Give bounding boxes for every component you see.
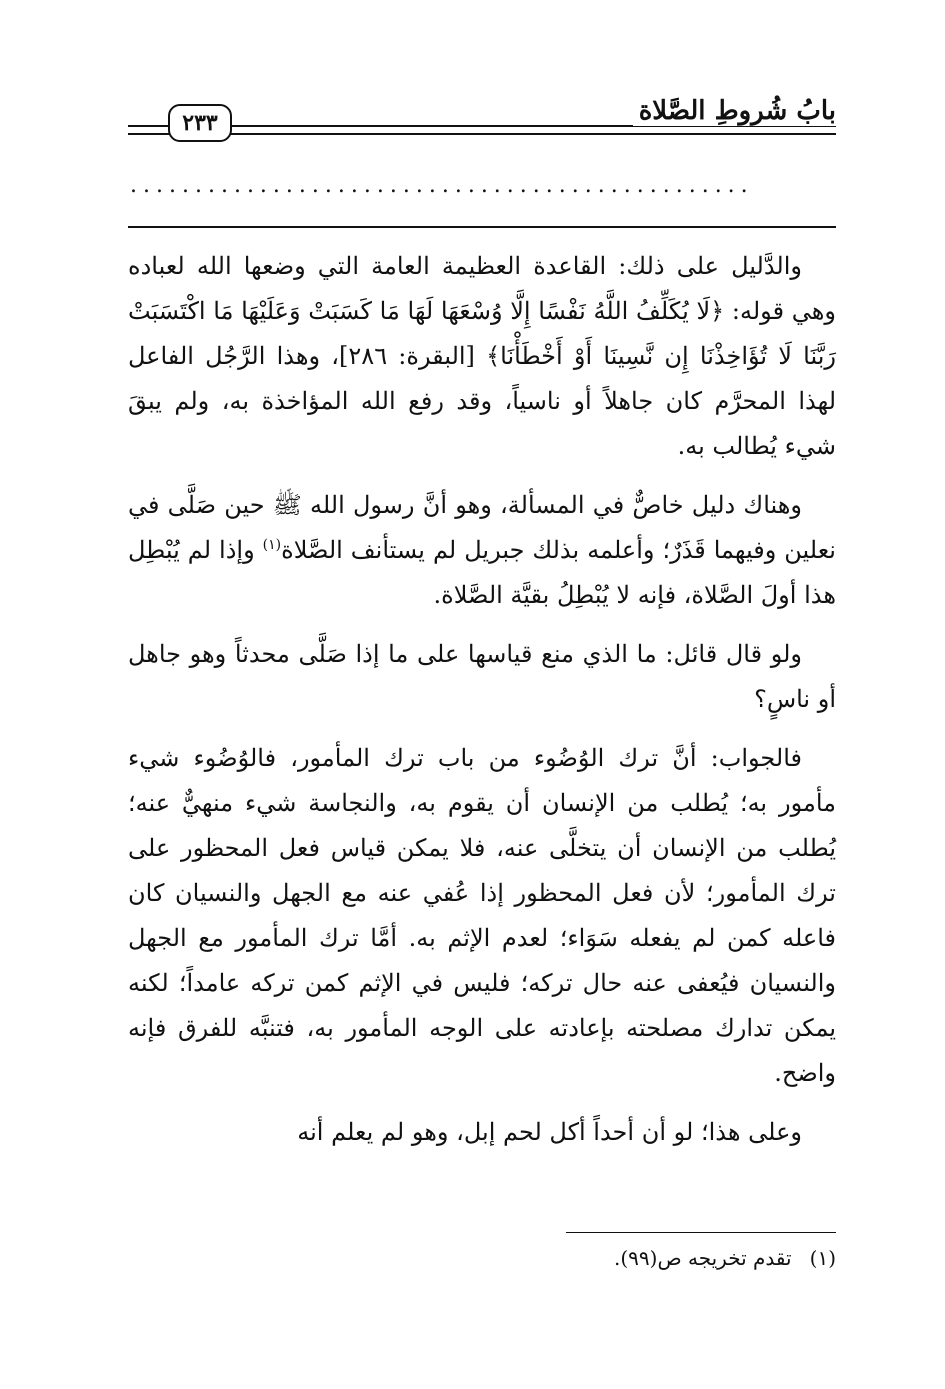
page-header: [128, 96, 836, 146]
footnote: [614, 1244, 836, 1272]
paragraph-3: ولو قال قائل: ما الذي منع قياسها على ما إذا صَلَّى محدثاً وهو جاهل أو ناسٍ؟: [128, 640, 836, 713]
footnote-text: تقدم تخريجه ص(٩٩).: [613, 1246, 792, 1270]
paragraph-2-part-b: وإذا لم يُبْطِل هذا أولَ الصَّلاة، فإنه لا يُبْطِلُ بقيَّة الصَّلاة.: [128, 536, 836, 609]
footnote-reference[interactable]: (١): [262, 537, 282, 553]
main-text: [128, 244, 836, 1155]
paragraph-5: وعلى هذا؛ لو أن أحداً أكل لحم إبل، وهو لم يعلم أنه: [297, 1118, 802, 1146]
header-double-rule: [128, 125, 836, 135]
dotted-separator: ................................................: [130, 174, 754, 198]
paragraph-2: [128, 483, 836, 618]
footnote-number: (١): [809, 1246, 836, 1270]
paragraph-4: فالجواب: أنَّ ترك الوُضُوء من باب ترك المأمور، فالوُضُوء شيء مأمور به؛ يُطلب من الإنسان أن يقوم به، والنجاسة شيء منهيٌّ عنه؛ يُطلب من الإنسان أن يتخلَّى عنه، فلا يمكن قياس فعل المحظور على ترك المأمور؛ لأن فعل المحظور إذا عُفي عنه مع الجهل والنسيان كان فاعله كمن لم يفعله سَوَاء؛ لعدم الإثم به. أمَّا ترك المأمور مع الجهل والنسيان فيُعفى عنه حال تركه؛ فليس في الإثم كمن تركه عامداً؛ لكنه يمكن تدارك مصلحته بإعادته على الوجه المأمور به، فتنبَّه للفرق فإنه واضح.: [128, 744, 836, 1087]
paragraph-2-part-a: وهناك دليل خاصٌّ في المسألة، وهو أنَّ رسول الله ﷺ حين صَلَّى في نعلين وفيهما قَذَرٌ؛ وأعلمه بذلك جبريل لم يستأنف الصَّلاة: [128, 491, 836, 564]
paragraph-1: والدَّليل على ذلك: القاعدة العظيمة العامة التي وضعها الله لعباده وهي قوله: ﴿لَا يُكَلِّفُ اللَّهُ نَفْسًا إِلَّا وُسْعَهَا لَهَا مَا كَسَبَتْ وَعَلَيْهَا مَا اكْتَسَبَتْ رَبَّنَا لَا تُؤَاخِذْنَا إِن نَّسِينَا أَوْ أَخْطَأْنَا﴾ [البقرة: ٢٨٦]، وهذا الرَّجُل الفاعل لهذا المحرَّم كان جاهلاً أو ناسياً، وقد رفع الله المؤاخذة به، ولم يبقَ شيء يُطالب به.: [128, 252, 837, 460]
page-number: ٢٣٣: [168, 104, 232, 142]
running-title: بابُ شُروطِ الصَّلاة: [633, 96, 836, 126]
text-top-rule: [128, 226, 836, 228]
footnote-rule: [566, 1232, 836, 1233]
